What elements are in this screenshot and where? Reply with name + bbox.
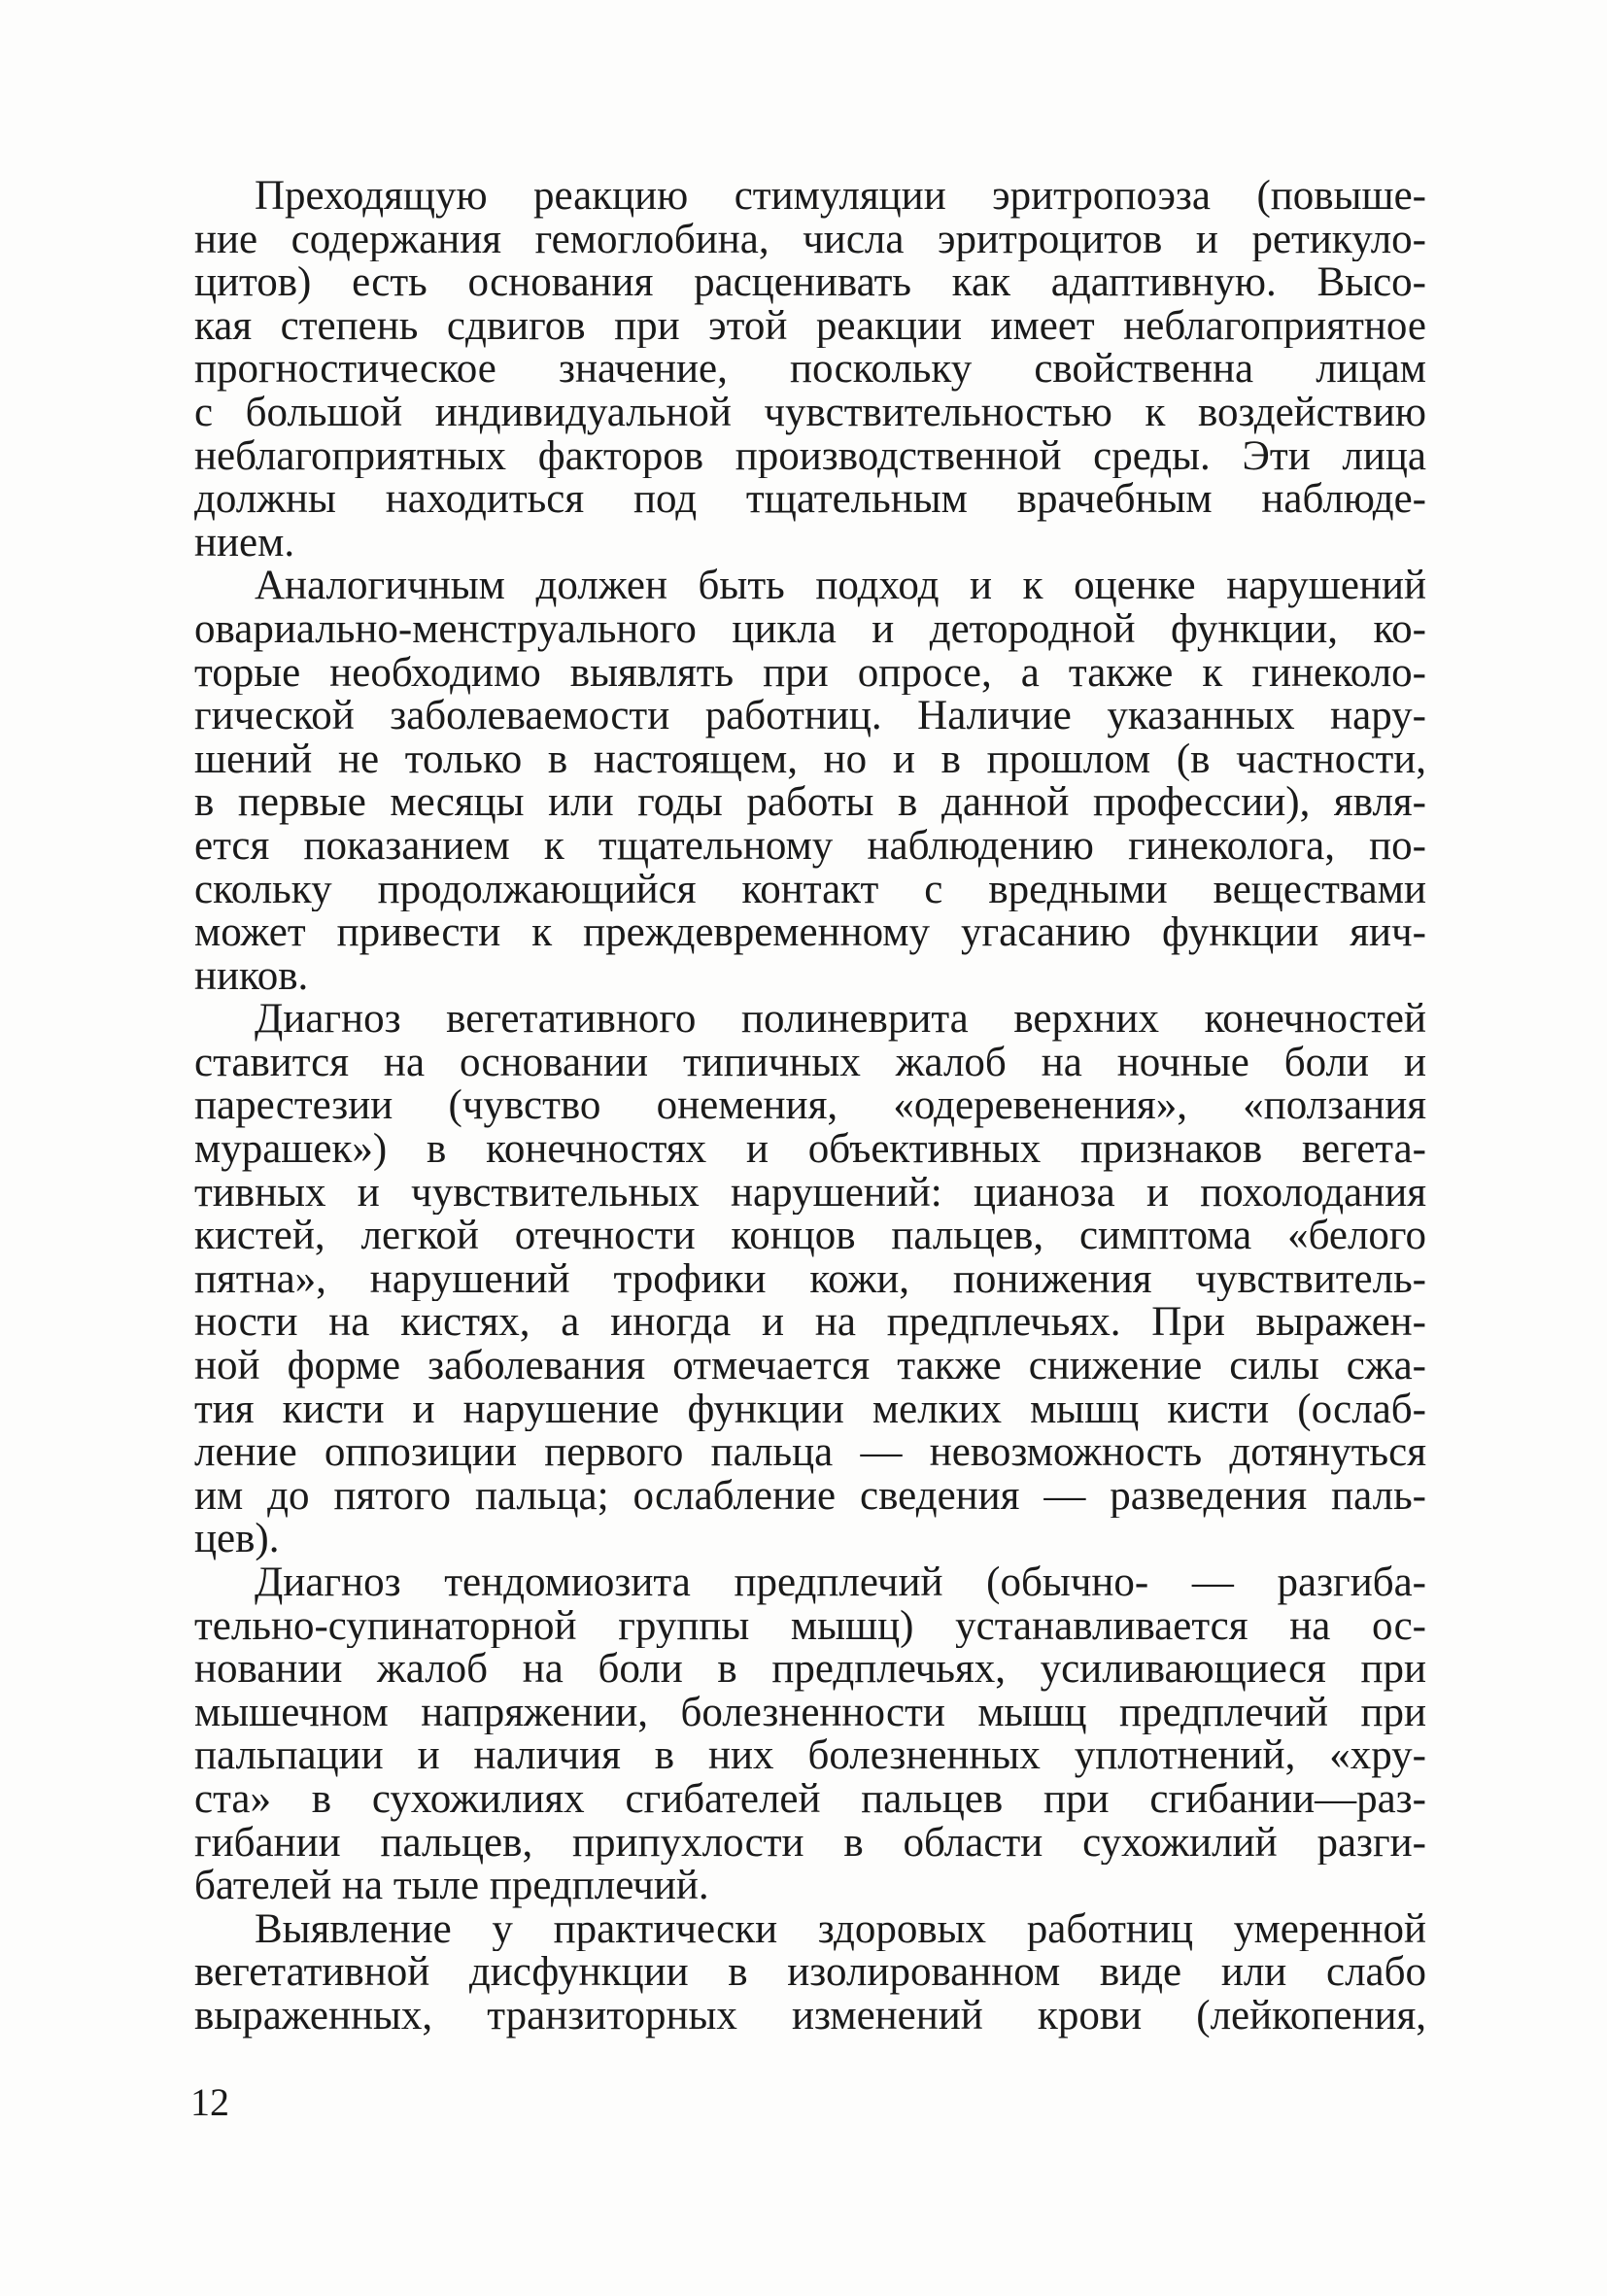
page-number: 12 (190, 2080, 229, 2124)
text-line: тивных и чувствительных нарушений: цианоза и похолодания (194, 1171, 1426, 1216)
text-line: Выявление у практически здоровых работниц умеренной (255, 1907, 1426, 1952)
text-line: должны находиться под тщательным врачебным наблюде- (194, 478, 1426, 522)
text-line: гибании пальцев, припухлости в области сухожилий разги- (194, 1821, 1426, 1866)
text-line: в первые месяцы или годы работы в данной профессии), явля- (194, 781, 1426, 825)
text-line: кая степень сдвигов при этой реакции имеет неблагоприятное (194, 304, 1426, 349)
text-line: ников. (194, 954, 309, 999)
text-line: ста» в сухожилиях сгибателей пальцев при сгибании—раз- (194, 1777, 1426, 1822)
text-line: скольку продолжающийся контакт с вредными веществами (194, 868, 1426, 912)
text-line: кистей, легкой отечности концов пальцев, симптома «белого (194, 1215, 1426, 1258)
text-line: ется показанием к тщательному наблюдению гинеколога, по- (194, 824, 1426, 869)
text-line: мурашек») в конечностях и объективных признаков вегета- (194, 1128, 1426, 1172)
text-line: ности на кистях, а иногда и на предплечьях. При выражен- (194, 1301, 1426, 1346)
text-line: гической заболеваемости работниц. Наличие указанных нару- (194, 695, 1426, 738)
text-line: парестезии (чувство онемения, «одеревенения», «ползания (194, 1084, 1426, 1129)
text-line: выраженных, транзиторных изменений крови (лейкопения, (194, 1994, 1426, 2039)
text-line: Аналогичным должен быть подход и к оценке нарушений (255, 565, 1426, 608)
text-line: нием. (194, 521, 295, 565)
text-line: тия кисти и нарушение функции мелких мышц кисти (ослаб- (194, 1388, 1426, 1432)
text-line: тельно-супинаторной группы мышц) устанавливается на ос- (194, 1604, 1426, 1649)
paragraph (194, 175, 1426, 565)
paragraph (194, 998, 1426, 1561)
text-line: Преходящую реакцию стимуляции эритропоэза (повыше- (255, 175, 1426, 219)
text-line: Диагноз вегетативного полиневрита верхних конечностей (255, 998, 1426, 1042)
text-line: торые необходимо выявлять при опросе, а также к гинеколо- (194, 651, 1426, 696)
text-line: прогностическое значение, поскольку свойственна лицам (194, 348, 1426, 392)
paragraph (194, 1561, 1426, 1908)
text-line: цитов) есть основания расценивать как адаптивную. Высо- (194, 261, 1426, 305)
text-line: цев). (194, 1518, 280, 1561)
text-line: пальпации и наличия в них болезненных уплотнений, «хру- (194, 1734, 1426, 1778)
text-line: бателей на тыле предплечий. (194, 1865, 709, 1908)
text-line: Диагноз тендомиозита предплечий (обычно- — разгиба- (255, 1561, 1426, 1605)
text-line: ставится на основании типичных жалоб на ночные боли и (194, 1041, 1426, 1085)
text-line: шений не только в настоящем, но и в прошлом (в частности, (194, 737, 1426, 782)
text-line: овариально-менструального цикла и детородной функции, ко- (194, 607, 1426, 652)
text-line: может привести к преждевременному угасанию функции яич- (194, 911, 1426, 955)
text-line: пятна», нарушений трофики кожи, понижения чувствитель- (194, 1257, 1426, 1302)
text-line: с большой индивидуальной чувствительностью к воздействию (194, 391, 1426, 435)
paragraph (194, 1908, 1426, 2039)
text-line: неблагоприятных факторов производственной среды. Эти лица (194, 434, 1426, 479)
text-line: им до пятого пальца; ослабление сведения — разведения паль- (194, 1474, 1426, 1519)
text-line: ление оппозиции первого пальца — невозможность дотянуться (194, 1431, 1426, 1475)
text-line: ной форме заболевания отмечается также снижение силы сжа- (194, 1345, 1426, 1388)
text-line: ние содержания гемоглобина, числа эритроцитов и ретикуло- (194, 218, 1426, 262)
paragraph (194, 565, 1426, 998)
text-line: мышечном напряжении, болезненности мышц предплечий при (194, 1691, 1426, 1735)
text-line: вегетативной дисфункции в изолированном виде или слабо (194, 1951, 1426, 1995)
body-text (194, 175, 1426, 2039)
text-line: новании жалоб на боли в предплечьях, усиливающиеся при (194, 1648, 1426, 1692)
